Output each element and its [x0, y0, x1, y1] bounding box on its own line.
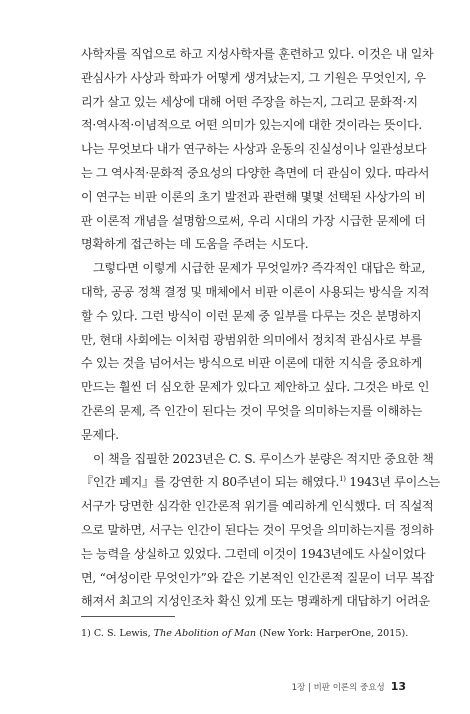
- footnote: [81, 627, 408, 641]
- text-line: 명확하게 접근하는 데 도움을 주려는 시도다.: [81, 237, 309, 252]
- footnote-author: C. S. Lewis,: [93, 628, 151, 639]
- text-line: 는 능력을 상실하고 있었다. 그런데 이것이 1943년에도 사실이었다: [81, 546, 426, 561]
- footnote-ref[interactable]: 1): [339, 475, 346, 484]
- text-line-with-footnote: [81, 471, 440, 495]
- text-line: 만, 현대 사회에는 이처럼 광범위한 의미에서 정치적 관심사로 부를: [81, 332, 423, 347]
- text-line: 관심사가 사상과 학파가 어떻게 생겨났는지, 그 기원은 무엇인지, 우: [81, 70, 426, 85]
- chapter-label: 1장 | 비판 이론의 중요성: [291, 683, 385, 693]
- text-line: 사학자를 직업으로 하고 지성사학자를 훈련하고 있다. 이것은 내 일차: [81, 47, 434, 61]
- text-line: 나는 무엇보다 내가 연구하는 사상과 운동의 진실성이나 일관성보다: [81, 142, 427, 157]
- text-line: 간론의 문제, 즉 인간이 된다는 것이 무엇을 의미하는지를 이해하는: [81, 403, 423, 418]
- running-footer: [292, 680, 406, 693]
- paragraph-start-line: 그렇다면 이렇게 시급한 문제가 무엇일까? 즉각적인 대답은 학교,: [93, 261, 426, 276]
- footnote-divider: [81, 616, 175, 617]
- text-line: 판 이론적 개념을 설명함으로써, 우리 시대의 가장 시급한 문제에 더: [81, 213, 426, 228]
- text-line: 으로 말하면, 서구는 인간이 된다는 것이 무엇을 의미하는지를 정의하: [81, 522, 434, 537]
- footnote-title: The Abolition of Man: [153, 628, 257, 639]
- text-line: 수 있는 것을 넘어서는 방식으로 비판 이론에 대한 지식을 중요하게: [81, 356, 423, 371]
- text-line: 대학, 공공 정책 결정 및 매체에서 비판 이론이 사용되는 방식을 지적: [81, 284, 430, 299]
- text-line: 이 연구는 비판 이론의 초기 발전과 관련해 몇몇 선택된 사상가의 비: [81, 189, 426, 204]
- text-line: 적·역사적·이념적으로 어떤 의미가 있는지에 대한 것이라는 뜻이다.: [81, 118, 423, 133]
- text-segment: 『인간 폐지』를 강연한 지 80주년이 되는 해였다.: [81, 475, 340, 490]
- text-line: 리가 살고 있는 세상에 대해 어떤 주장을 하는지, 그리고 문화적·지: [81, 94, 418, 109]
- body-text: [81, 43, 440, 614]
- text-line: 문제다.: [81, 427, 119, 442]
- text-line: 해져서 최고의 지성인조차 확신 있게 또는 명쾌하게 대답하기 어려운: [81, 594, 430, 609]
- text-line: 할 수 있다. 그런 방식이 이런 문제 중 일부를 다루는 것은 분명하지: [81, 308, 422, 323]
- paragraph-start-line: 이 책을 집필한 2023년은 C. S. 루이스가 분량은 적지만 중요한 책: [93, 451, 434, 466]
- text-line: 면, “여성이란 무엇인가”와 같은 기본적인 인간론적 질문이 너무 복잡: [81, 570, 434, 585]
- footnote-marker: 1): [81, 628, 91, 639]
- page-number: 13: [390, 680, 406, 693]
- text-line: 만드는 훨씬 더 심오한 문제가 있다고 제안하고 싶다. 그것은 바로 인: [81, 380, 430, 395]
- text-line: 서구가 당면한 심각한 인간론적 위기를 예리하게 인식했다. 더 직설적: [81, 499, 434, 514]
- text-line: 는 그 역사적·문화적 중요성의 다양한 측면에 더 관심이 있다. 따라서: [81, 165, 430, 180]
- footnote-publication: (New York: HarperOne, 2015).: [259, 628, 409, 639]
- text-segment: 1943년 루이스는: [345, 475, 440, 490]
